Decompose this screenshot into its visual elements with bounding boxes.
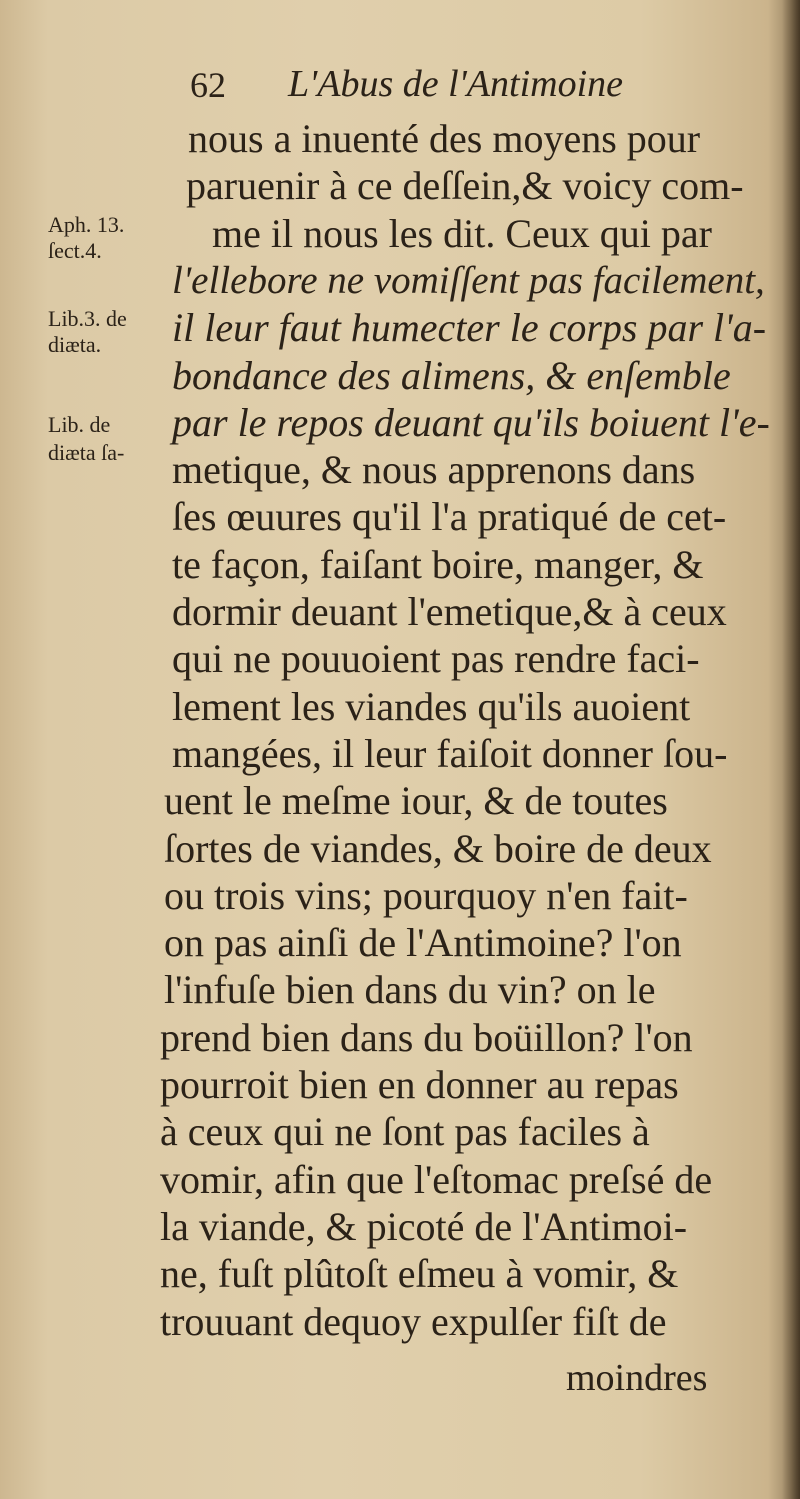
text-line: prend bien dans du boüillon? l'on (160, 1014, 693, 1060)
page-header (190, 62, 710, 112)
text-line: ſortes de viandes, & boire de deux (164, 825, 712, 871)
text-line: trouuant dequoy expulſer fiſt de (160, 1298, 667, 1344)
page-number: 62 (190, 65, 226, 105)
text-line: par le repos deuant qu'ils boiuent l'e- (172, 399, 770, 445)
page-edge-shadow (782, 0, 800, 1499)
text-line: mangées, il leur faiſoit donner ſou- (172, 730, 728, 776)
text-line: ou trois vins; pourquoy n'en fait- (164, 872, 688, 918)
text-line: vomir, afin que l'eſtomac preſsé de (160, 1156, 713, 1202)
margin-note: Lib. de (48, 412, 111, 437)
text-line: pourroit bien en donner au repas (160, 1062, 679, 1107)
text-line: l'ellebore ne vomiſſent pas facilement, (172, 258, 765, 302)
text-line: qui ne pouuoient pas rendre faci- (172, 636, 700, 682)
margin-note: diæta ſa- (48, 440, 125, 465)
text-line: te façon, faiſant boire, manger, & (172, 541, 704, 587)
text-line: on pas ainſi de l'Antimoine? l'on (164, 920, 682, 966)
margin-note: ſect.4. (48, 238, 102, 263)
catchword: moindres (566, 1357, 708, 1399)
text-line: il leur faut humecter le corps par l'a- (172, 305, 767, 351)
text-line: à ceux qui ne ſont pas faciles à (160, 1109, 650, 1155)
text-line: la viande, & picoté de l'Antimoi- (160, 1203, 688, 1249)
text-line: bondance des alimens, & enſemble (172, 352, 731, 398)
text-line: ſes œuures qu'il l'a pratiqué de cet- (172, 494, 727, 540)
text-line: paruenir à ce deſſein,& voicy com- (186, 163, 744, 209)
running-title: L'Abus de l'Antimoine (288, 63, 624, 105)
text-line: me il nous les dit. Ceux qui par (212, 210, 712, 256)
text-line: lement les viandes qu'ils auoient (172, 683, 691, 729)
text-line: dormir deuant l'emetique,& à ceux (172, 589, 727, 634)
text-line: l'infuſe bien dans du vin? on le (164, 967, 656, 1013)
text-line: uent le meſme iour, & de toutes (164, 778, 668, 824)
margin-note: Aph. 13. (48, 212, 125, 237)
text-line: metique, & nous apprenons dans (172, 447, 696, 493)
margin-note: Lib.3. de (48, 306, 127, 331)
text-line: ne, fuſt plûtoſt eſmeu à vomir, & (160, 1251, 679, 1297)
text-line: nous a inuenté des moyens pour (188, 116, 701, 161)
margin-note: diæta. (48, 332, 102, 357)
